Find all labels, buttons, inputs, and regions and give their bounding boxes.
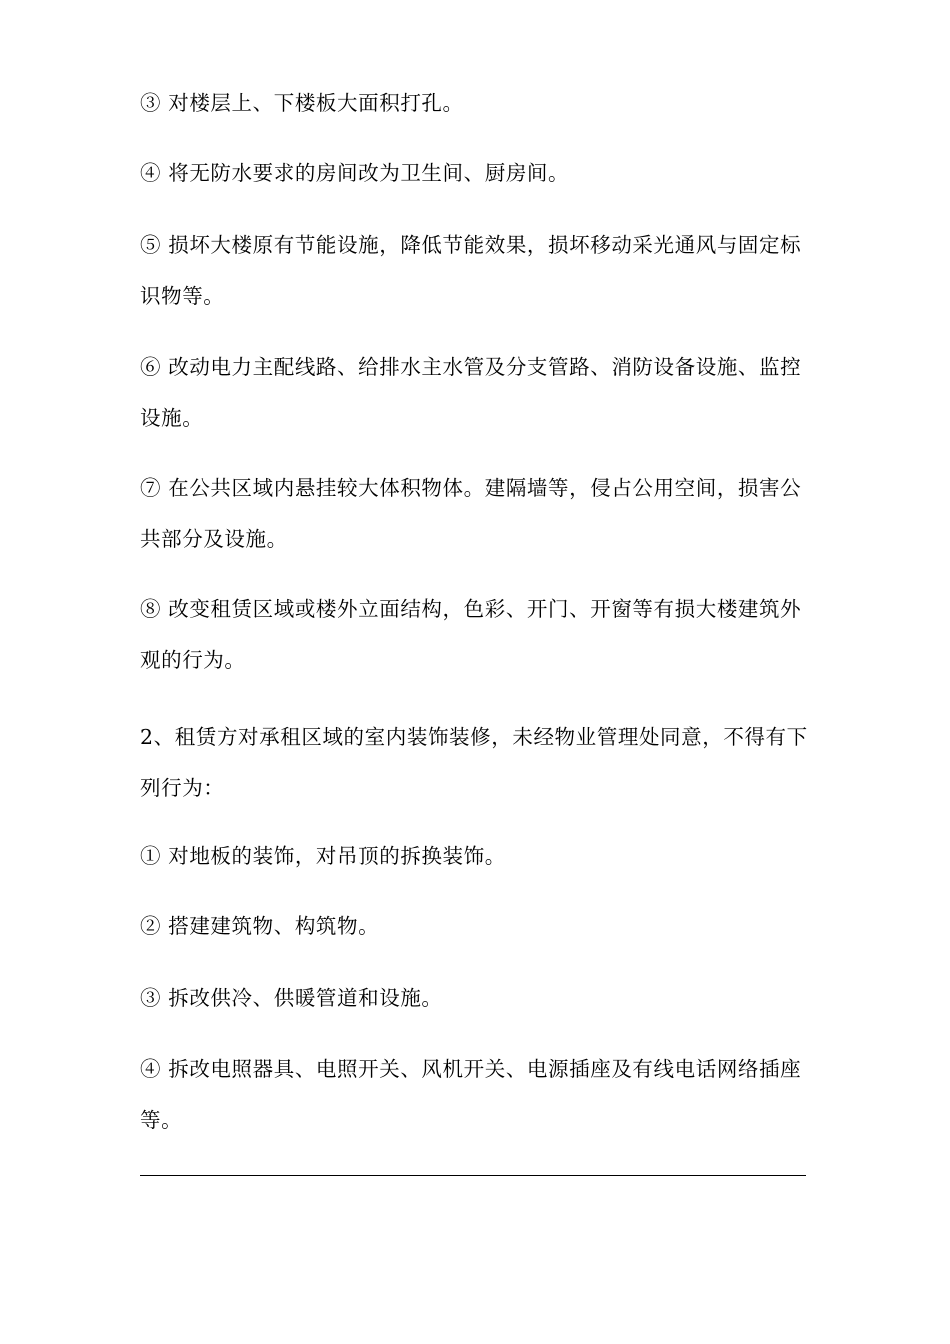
paragraph-item-4-waterproof: ④ 将无防水要求的房间改为卫生间、厨房间。: [140, 161, 570, 185]
paragraph-item-8-facade: ⑧ 改变租赁区域或楼外立面结构，色彩、开门、开窗等有损大楼建筑外观的行为。: [140, 597, 802, 672]
paragraph-item-4-electrical: ④ 拆改电照器具、电照开关、风机开关、电源插座及有线电话网络插座等。: [140, 1057, 802, 1132]
paragraph-item-1-floor-ceiling: ① 对地板的装饰，对吊顶的拆换装饰。: [140, 844, 506, 868]
paragraph-item-5-energy-saving: ⑤ 损坏大楼原有节能设施，降低节能效果，损坏移动采光通风与固定标识物等。: [140, 233, 802, 308]
paragraph-item-7-public-area: ⑦ 在公共区域内悬挂较大体积物体。建隔墙等，侵占公用空间，损害公共部分及设施。: [140, 476, 802, 551]
paragraph-item-3-floor-slab: ③ 对楼层上、下楼板大面积打孔。: [140, 91, 464, 115]
paragraph-item-6-power-lines: ⑥ 改动电力主配线路、给排水主水管及分支管路、消防设备设施、监控设施。: [140, 355, 802, 430]
page-divider-line: [140, 1175, 806, 1176]
paragraph-item-3-hvac: ③ 拆改供冷、供暖管道和设施。: [140, 986, 443, 1010]
paragraph-item-2-construction: ② 搭建建筑物、构筑物。: [140, 914, 380, 938]
paragraph-section-2-heading: 2、租赁方对承租区域的室内装饰装修，未经物业管理处同意，不得有下列行为：: [140, 725, 808, 800]
